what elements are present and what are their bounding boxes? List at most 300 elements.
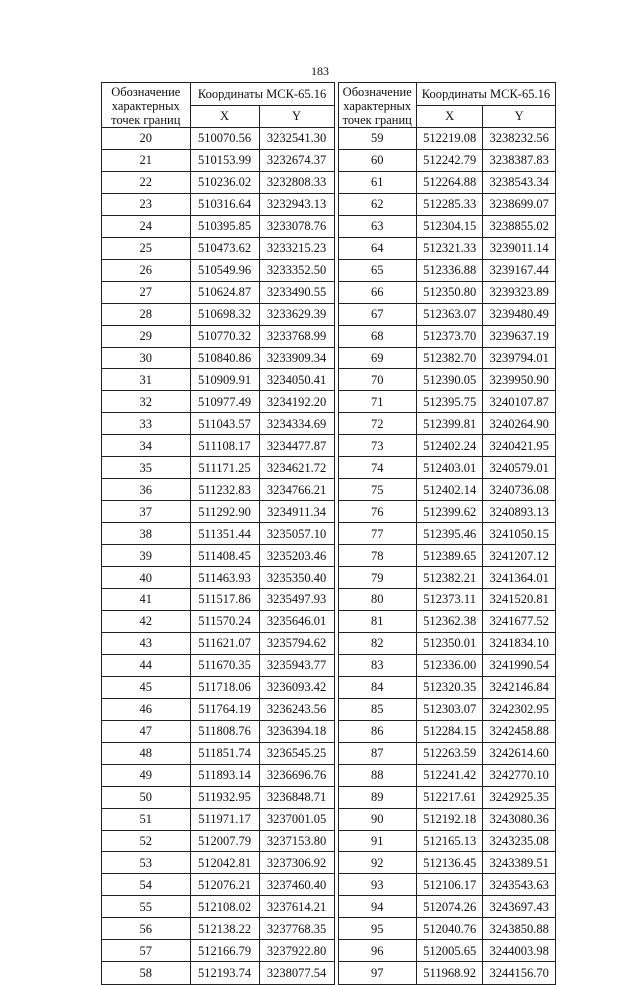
y-coordinate-cell: 3244156.70 bbox=[483, 962, 556, 985]
point-number-cell: 80 bbox=[338, 589, 416, 611]
x-coordinate-cell: 510909.91 bbox=[190, 369, 259, 391]
x-coordinate-cell: 512040.76 bbox=[416, 918, 483, 940]
x-coordinate-cell: 512007.79 bbox=[190, 830, 259, 852]
point-number-cell: 33 bbox=[102, 413, 191, 435]
x-coordinate-cell: 511517.86 bbox=[190, 589, 259, 611]
point-number-cell: 32 bbox=[102, 391, 191, 413]
x-coordinate-cell: 510549.96 bbox=[190, 259, 259, 281]
x-coordinate-cell: 511932.95 bbox=[190, 786, 259, 808]
table-row bbox=[102, 501, 335, 523]
table-row bbox=[102, 215, 335, 237]
table-row bbox=[102, 610, 335, 632]
x-coordinate-cell: 511670.35 bbox=[190, 654, 259, 676]
point-number-cell: 35 bbox=[102, 457, 191, 479]
table-row bbox=[102, 654, 335, 676]
table-row bbox=[338, 391, 555, 413]
table-row bbox=[102, 237, 335, 259]
y-coordinate-cell: 3233490.55 bbox=[259, 281, 334, 303]
y-coordinate-cell: 3236696.76 bbox=[259, 764, 334, 786]
table-body-left bbox=[102, 128, 335, 985]
y-coordinate-cell: 3232808.33 bbox=[259, 171, 334, 193]
table-row bbox=[338, 632, 555, 654]
y-coordinate-cell: 3239011.14 bbox=[483, 237, 556, 259]
point-number-cell: 67 bbox=[338, 303, 416, 325]
table-row bbox=[338, 720, 555, 742]
point-number-cell: 94 bbox=[338, 896, 416, 918]
y-coordinate-cell: 3241364.01 bbox=[483, 567, 556, 589]
x-coordinate-cell: 511408.45 bbox=[190, 545, 259, 567]
table-row bbox=[338, 347, 555, 369]
table-row bbox=[338, 852, 555, 874]
y-coordinate-cell: 3241520.81 bbox=[483, 589, 556, 611]
table-row bbox=[338, 654, 555, 676]
x-coordinate-cell: 510624.87 bbox=[190, 281, 259, 303]
x-header: X bbox=[416, 105, 483, 128]
y-coordinate-cell: 3241050.15 bbox=[483, 523, 556, 545]
table-row bbox=[338, 171, 555, 193]
table-row bbox=[102, 852, 335, 874]
point-number-cell: 21 bbox=[102, 149, 191, 171]
point-number-cell: 31 bbox=[102, 369, 191, 391]
x-coordinate-cell: 512390.05 bbox=[416, 369, 483, 391]
x-coordinate-cell: 512382.70 bbox=[416, 347, 483, 369]
x-coordinate-cell: 512076.21 bbox=[190, 874, 259, 896]
table-row bbox=[102, 830, 335, 852]
x-coordinate-cell: 512403.01 bbox=[416, 457, 483, 479]
point-number-cell: 43 bbox=[102, 632, 191, 654]
table-row bbox=[102, 281, 335, 303]
y-coordinate-cell: 3237614.21 bbox=[259, 896, 334, 918]
y-coordinate-cell: 3241677.52 bbox=[483, 610, 556, 632]
x-coordinate-cell: 512303.07 bbox=[416, 698, 483, 720]
point-number-cell: 42 bbox=[102, 610, 191, 632]
table-row bbox=[102, 962, 335, 985]
x-coordinate-cell: 512108.02 bbox=[190, 896, 259, 918]
table-row bbox=[338, 215, 555, 237]
y-coordinate-cell: 3240579.01 bbox=[483, 457, 556, 479]
y-coordinate-cell: 3235057.10 bbox=[259, 523, 334, 545]
table-row bbox=[102, 435, 335, 457]
point-number-cell: 71 bbox=[338, 391, 416, 413]
x-coordinate-cell: 511108.17 bbox=[190, 435, 259, 457]
point-number-cell: 70 bbox=[338, 369, 416, 391]
point-number-cell: 55 bbox=[102, 896, 191, 918]
y-coordinate-cell: 3232541.30 bbox=[259, 128, 334, 150]
point-number-cell: 47 bbox=[102, 720, 191, 742]
table-row bbox=[102, 193, 335, 215]
point-number-cell: 46 bbox=[102, 698, 191, 720]
y-coordinate-cell: 3235794.62 bbox=[259, 632, 334, 654]
point-number-cell: 91 bbox=[338, 830, 416, 852]
point-label-line3: точек границ bbox=[111, 113, 181, 127]
point-number-cell: 66 bbox=[338, 281, 416, 303]
y-coordinate-cell: 3235646.01 bbox=[259, 610, 334, 632]
y-coordinate-cell: 3240893.13 bbox=[483, 501, 556, 523]
point-number-cell: 54 bbox=[102, 874, 191, 896]
table-row bbox=[102, 347, 335, 369]
y-coordinate-cell: 3238077.54 bbox=[259, 962, 334, 985]
table-row bbox=[102, 479, 335, 501]
table-row bbox=[102, 589, 335, 611]
x-coordinate-cell: 512165.13 bbox=[416, 830, 483, 852]
point-number-cell: 59 bbox=[338, 128, 416, 150]
x-coordinate-cell: 510153.99 bbox=[190, 149, 259, 171]
point-number-cell: 41 bbox=[102, 589, 191, 611]
y-coordinate-cell: 3238543.34 bbox=[483, 171, 556, 193]
x-coordinate-cell: 512399.62 bbox=[416, 501, 483, 523]
x-coordinate-cell: 511570.24 bbox=[190, 610, 259, 632]
point-number-cell: 51 bbox=[102, 808, 191, 830]
x-coordinate-cell: 512362.38 bbox=[416, 610, 483, 632]
y-coordinate-cell: 3232674.37 bbox=[259, 149, 334, 171]
x-coordinate-cell: 512284.15 bbox=[416, 720, 483, 742]
x-coordinate-cell: 512005.65 bbox=[416, 940, 483, 962]
x-coordinate-cell: 510977.49 bbox=[190, 391, 259, 413]
y-coordinate-cell: 3238387.83 bbox=[483, 149, 556, 171]
x-header: X bbox=[190, 105, 259, 128]
table-row bbox=[338, 786, 555, 808]
y-coordinate-cell: 3233768.99 bbox=[259, 325, 334, 347]
table-row bbox=[338, 369, 555, 391]
x-coordinate-cell: 510395.85 bbox=[190, 215, 259, 237]
point-number-cell: 23 bbox=[102, 193, 191, 215]
x-coordinate-cell: 512363.07 bbox=[416, 303, 483, 325]
y-coordinate-cell: 3242458.88 bbox=[483, 720, 556, 742]
y-coordinate-cell: 3241207.12 bbox=[483, 545, 556, 567]
table-row bbox=[102, 545, 335, 567]
y-header: Y bbox=[259, 105, 334, 128]
y-coordinate-cell: 3238855.02 bbox=[483, 215, 556, 237]
y-coordinate-cell: 3240107.87 bbox=[483, 391, 556, 413]
y-coordinate-cell: 3237306.92 bbox=[259, 852, 334, 874]
point-number-cell: 85 bbox=[338, 698, 416, 720]
x-coordinate-cell: 510698.32 bbox=[190, 303, 259, 325]
point-number-cell: 68 bbox=[338, 325, 416, 347]
y-coordinate-cell: 3236545.25 bbox=[259, 742, 334, 764]
table-row bbox=[338, 918, 555, 940]
y-coordinate-cell: 3234911.34 bbox=[259, 501, 334, 523]
x-coordinate-cell: 511232.83 bbox=[190, 479, 259, 501]
y-coordinate-cell: 3238232.56 bbox=[483, 128, 556, 150]
table-row bbox=[338, 545, 555, 567]
point-number-cell: 84 bbox=[338, 676, 416, 698]
x-coordinate-cell: 512399.81 bbox=[416, 413, 483, 435]
y-coordinate-cell: 3234766.21 bbox=[259, 479, 334, 501]
table-row bbox=[338, 698, 555, 720]
x-coordinate-cell: 510236.02 bbox=[190, 171, 259, 193]
x-coordinate-cell: 511621.07 bbox=[190, 632, 259, 654]
x-coordinate-cell: 512106.17 bbox=[416, 874, 483, 896]
table-row bbox=[338, 523, 555, 545]
point-number-cell: 27 bbox=[102, 281, 191, 303]
y-coordinate-cell: 3234334.69 bbox=[259, 413, 334, 435]
table-row bbox=[102, 698, 335, 720]
x-coordinate-cell: 512217.61 bbox=[416, 786, 483, 808]
x-coordinate-cell: 511808.76 bbox=[190, 720, 259, 742]
y-coordinate-cell: 3234477.87 bbox=[259, 435, 334, 457]
table-row bbox=[102, 128, 335, 150]
point-number-cell: 72 bbox=[338, 413, 416, 435]
table-row bbox=[338, 610, 555, 632]
x-coordinate-cell: 511351.44 bbox=[190, 523, 259, 545]
table-row bbox=[102, 171, 335, 193]
table-row bbox=[338, 874, 555, 896]
y-coordinate-cell: 3239637.19 bbox=[483, 325, 556, 347]
y-coordinate-cell: 3232943.13 bbox=[259, 193, 334, 215]
point-label-line2: характерных bbox=[111, 99, 180, 113]
point-number-cell: 63 bbox=[338, 215, 416, 237]
coordinates-tables bbox=[101, 82, 556, 982]
y-coordinate-cell: 3242302.95 bbox=[483, 698, 556, 720]
point-number-cell: 39 bbox=[102, 545, 191, 567]
x-coordinate-cell: 512285.33 bbox=[416, 193, 483, 215]
table-row bbox=[338, 193, 555, 215]
y-coordinate-cell: 3244003.98 bbox=[483, 940, 556, 962]
y-coordinate-cell: 3242146.84 bbox=[483, 676, 556, 698]
y-coordinate-cell: 3233215.23 bbox=[259, 237, 334, 259]
y-coordinate-cell: 3242614.60 bbox=[483, 742, 556, 764]
point-label-line2: характерных bbox=[343, 99, 412, 113]
x-coordinate-cell: 511968.92 bbox=[416, 962, 483, 985]
table-row bbox=[102, 720, 335, 742]
coordinates-table-left bbox=[101, 82, 335, 985]
y-coordinate-cell: 3233909.34 bbox=[259, 347, 334, 369]
table-row bbox=[102, 413, 335, 435]
point-number-cell: 29 bbox=[102, 325, 191, 347]
x-coordinate-cell: 512402.24 bbox=[416, 435, 483, 457]
point-number-cell: 36 bbox=[102, 479, 191, 501]
table-row bbox=[102, 391, 335, 413]
table-row bbox=[102, 786, 335, 808]
y-coordinate-cell: 3243850.88 bbox=[483, 918, 556, 940]
point-number-cell: 30 bbox=[102, 347, 191, 369]
y-coordinate-cell: 3239794.01 bbox=[483, 347, 556, 369]
x-coordinate-cell: 512193.74 bbox=[190, 962, 259, 985]
table-row bbox=[338, 808, 555, 830]
y-coordinate-cell: 3243235.08 bbox=[483, 830, 556, 852]
y-coordinate-cell: 3242770.10 bbox=[483, 764, 556, 786]
x-coordinate-cell: 511971.17 bbox=[190, 808, 259, 830]
point-number-cell: 65 bbox=[338, 259, 416, 281]
y-coordinate-cell: 3235203.46 bbox=[259, 545, 334, 567]
point-number-cell: 97 bbox=[338, 962, 416, 985]
point-number-cell: 24 bbox=[102, 215, 191, 237]
point-number-cell: 73 bbox=[338, 435, 416, 457]
x-coordinate-cell: 512138.22 bbox=[190, 918, 259, 940]
table-row bbox=[102, 874, 335, 896]
table-row bbox=[338, 325, 555, 347]
table-row bbox=[102, 523, 335, 545]
point-number-cell: 58 bbox=[102, 962, 191, 985]
point-number-cell: 61 bbox=[338, 171, 416, 193]
x-coordinate-cell: 511043.57 bbox=[190, 413, 259, 435]
point-number-cell: 82 bbox=[338, 632, 416, 654]
x-coordinate-cell: 511292.90 bbox=[190, 501, 259, 523]
y-header: Y bbox=[483, 105, 556, 128]
table-row bbox=[338, 567, 555, 589]
coords-title-header: Координаты МСК-65.16 bbox=[416, 83, 555, 106]
point-number-cell: 37 bbox=[102, 501, 191, 523]
point-number-cell: 86 bbox=[338, 720, 416, 742]
point-number-cell: 87 bbox=[338, 742, 416, 764]
x-coordinate-cell: 512242.79 bbox=[416, 149, 483, 171]
x-coordinate-cell: 512395.75 bbox=[416, 391, 483, 413]
point-number-cell: 44 bbox=[102, 654, 191, 676]
table-row bbox=[102, 742, 335, 764]
x-coordinate-cell: 512402.14 bbox=[416, 479, 483, 501]
point-label-header bbox=[102, 83, 191, 128]
point-number-cell: 79 bbox=[338, 567, 416, 589]
x-coordinate-cell: 512389.65 bbox=[416, 545, 483, 567]
y-coordinate-cell: 3240421.95 bbox=[483, 435, 556, 457]
y-coordinate-cell: 3236848.71 bbox=[259, 786, 334, 808]
table-row bbox=[338, 764, 555, 786]
point-label-line1: Обозначение bbox=[111, 85, 181, 99]
x-coordinate-cell: 512219.08 bbox=[416, 128, 483, 150]
x-coordinate-cell: 510473.62 bbox=[190, 237, 259, 259]
point-number-cell: 81 bbox=[338, 610, 416, 632]
table-row bbox=[102, 808, 335, 830]
x-coordinate-cell: 510316.64 bbox=[190, 193, 259, 215]
table-row bbox=[338, 962, 555, 985]
y-coordinate-cell: 3241834.10 bbox=[483, 632, 556, 654]
point-number-cell: 95 bbox=[338, 918, 416, 940]
point-number-cell: 62 bbox=[338, 193, 416, 215]
table-row bbox=[102, 764, 335, 786]
point-number-cell: 64 bbox=[338, 237, 416, 259]
y-coordinate-cell: 3237153.80 bbox=[259, 830, 334, 852]
point-number-cell: 69 bbox=[338, 347, 416, 369]
y-coordinate-cell: 3237922.80 bbox=[259, 940, 334, 962]
y-coordinate-cell: 3242925.35 bbox=[483, 786, 556, 808]
table-row bbox=[338, 259, 555, 281]
y-coordinate-cell: 3233629.39 bbox=[259, 303, 334, 325]
table-row bbox=[338, 128, 555, 150]
table-row bbox=[338, 589, 555, 611]
point-label-line3: точек границ bbox=[342, 113, 412, 127]
point-number-cell: 49 bbox=[102, 764, 191, 786]
y-coordinate-cell: 3239950.90 bbox=[483, 369, 556, 391]
table-row bbox=[338, 940, 555, 962]
y-coordinate-cell: 3239323.89 bbox=[483, 281, 556, 303]
table-row bbox=[338, 742, 555, 764]
x-coordinate-cell: 512263.59 bbox=[416, 742, 483, 764]
y-coordinate-cell: 3240736.08 bbox=[483, 479, 556, 501]
point-number-cell: 56 bbox=[102, 918, 191, 940]
x-coordinate-cell: 512241.42 bbox=[416, 764, 483, 786]
point-number-cell: 93 bbox=[338, 874, 416, 896]
y-coordinate-cell: 3235943.77 bbox=[259, 654, 334, 676]
x-coordinate-cell: 511851.74 bbox=[190, 742, 259, 764]
point-number-cell: 76 bbox=[338, 501, 416, 523]
coordinates-table-right bbox=[338, 82, 556, 985]
x-coordinate-cell: 512395.46 bbox=[416, 523, 483, 545]
y-coordinate-cell: 3237768.35 bbox=[259, 918, 334, 940]
point-number-cell: 57 bbox=[102, 940, 191, 962]
table-row bbox=[338, 676, 555, 698]
y-coordinate-cell: 3234050.41 bbox=[259, 369, 334, 391]
table-row bbox=[102, 259, 335, 281]
y-coordinate-cell: 3236394.18 bbox=[259, 720, 334, 742]
point-number-cell: 89 bbox=[338, 786, 416, 808]
table-row bbox=[338, 457, 555, 479]
point-number-cell: 45 bbox=[102, 676, 191, 698]
x-coordinate-cell: 510770.32 bbox=[190, 325, 259, 347]
table-row bbox=[102, 567, 335, 589]
table-row bbox=[338, 281, 555, 303]
point-number-cell: 53 bbox=[102, 852, 191, 874]
point-number-cell: 52 bbox=[102, 830, 191, 852]
point-number-cell: 40 bbox=[102, 567, 191, 589]
y-coordinate-cell: 3234621.72 bbox=[259, 457, 334, 479]
x-coordinate-cell: 511463.93 bbox=[190, 567, 259, 589]
x-coordinate-cell: 512336.00 bbox=[416, 654, 483, 676]
table-row bbox=[338, 149, 555, 171]
y-coordinate-cell: 3239167.44 bbox=[483, 259, 556, 281]
x-coordinate-cell: 512304.15 bbox=[416, 215, 483, 237]
point-number-cell: 50 bbox=[102, 786, 191, 808]
x-coordinate-cell: 511893.14 bbox=[190, 764, 259, 786]
point-number-cell: 60 bbox=[338, 149, 416, 171]
table-row bbox=[102, 149, 335, 171]
y-coordinate-cell: 3239480.49 bbox=[483, 303, 556, 325]
point-number-cell: 38 bbox=[102, 523, 191, 545]
point-number-cell: 28 bbox=[102, 303, 191, 325]
y-coordinate-cell: 3235350.40 bbox=[259, 567, 334, 589]
x-coordinate-cell: 512373.70 bbox=[416, 325, 483, 347]
x-coordinate-cell: 511171.25 bbox=[190, 457, 259, 479]
point-number-cell: 77 bbox=[338, 523, 416, 545]
table-row bbox=[338, 237, 555, 259]
point-number-cell: 90 bbox=[338, 808, 416, 830]
x-coordinate-cell: 512074.26 bbox=[416, 896, 483, 918]
table-row bbox=[102, 369, 335, 391]
y-coordinate-cell: 3237460.40 bbox=[259, 874, 334, 896]
point-number-cell: 88 bbox=[338, 764, 416, 786]
x-coordinate-cell: 512350.80 bbox=[416, 281, 483, 303]
y-coordinate-cell: 3243697.43 bbox=[483, 896, 556, 918]
point-number-cell: 20 bbox=[102, 128, 191, 150]
table-row bbox=[102, 632, 335, 654]
table-row bbox=[338, 479, 555, 501]
x-coordinate-cell: 510840.86 bbox=[190, 347, 259, 369]
y-coordinate-cell: 3240264.90 bbox=[483, 413, 556, 435]
y-coordinate-cell: 3243543.63 bbox=[483, 874, 556, 896]
point-number-cell: 78 bbox=[338, 545, 416, 567]
table-row bbox=[102, 918, 335, 940]
table-row bbox=[102, 676, 335, 698]
x-coordinate-cell: 512350.01 bbox=[416, 632, 483, 654]
y-coordinate-cell: 3237001.05 bbox=[259, 808, 334, 830]
point-number-cell: 75 bbox=[338, 479, 416, 501]
x-coordinate-cell: 512042.81 bbox=[190, 852, 259, 874]
table-row bbox=[102, 325, 335, 347]
x-coordinate-cell: 512136.45 bbox=[416, 852, 483, 874]
table-row bbox=[338, 413, 555, 435]
x-coordinate-cell: 512373.11 bbox=[416, 589, 483, 611]
x-coordinate-cell: 512382.21 bbox=[416, 567, 483, 589]
x-coordinate-cell: 512264.88 bbox=[416, 171, 483, 193]
table-row bbox=[102, 457, 335, 479]
x-coordinate-cell: 510070.56 bbox=[190, 128, 259, 150]
point-number-cell: 34 bbox=[102, 435, 191, 457]
table-row bbox=[338, 303, 555, 325]
point-number-cell: 92 bbox=[338, 852, 416, 874]
y-coordinate-cell: 3241990.54 bbox=[483, 654, 556, 676]
table-row bbox=[102, 303, 335, 325]
y-coordinate-cell: 3243080.36 bbox=[483, 808, 556, 830]
point-number-cell: 74 bbox=[338, 457, 416, 479]
